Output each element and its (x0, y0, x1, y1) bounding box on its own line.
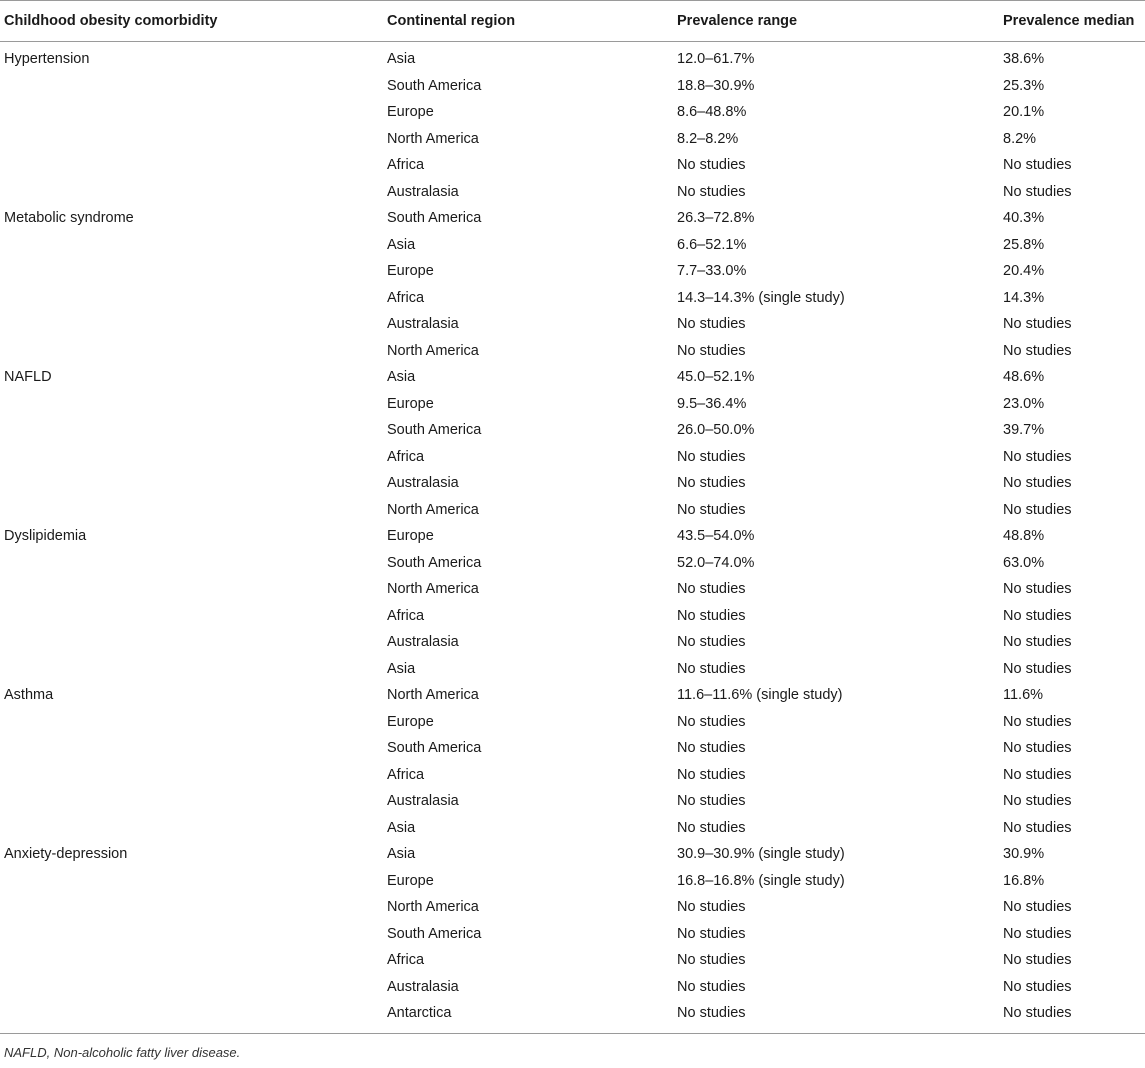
table-row (0, 788, 1145, 815)
cell-comorbidity (0, 285, 383, 312)
cell-comorbidity (0, 656, 383, 683)
cell-comorbidity (0, 629, 383, 656)
cell-comorbidity (0, 868, 383, 895)
cell-region: Africa (387, 448, 425, 465)
cell-prevalence-median: No studies (1003, 316, 1072, 333)
header-prevalence-range: Prevalence range (673, 1, 999, 42)
cell-prevalence-range: 26.0–50.0% (677, 422, 755, 439)
cell-prevalence-range: No studies (677, 183, 746, 200)
table-row (0, 921, 1145, 948)
cell-comorbidity (0, 470, 383, 497)
cell-comorbidity (0, 788, 383, 815)
table-row (0, 550, 1145, 577)
cell-comorbidity (0, 126, 383, 153)
cell-region: Antarctica (383, 1000, 673, 1033)
cell-prevalence-median: No studies (1003, 766, 1072, 783)
cell-prevalence-median: No studies (1003, 952, 1072, 969)
cell-comorbidity (0, 1000, 383, 1033)
table-row (0, 1000, 1145, 1033)
table-row (0, 364, 1145, 391)
cell-prevalence-median: No studies (1003, 819, 1072, 836)
table-row (0, 762, 1145, 789)
cell-region: South America (387, 554, 482, 571)
cell-comorbidity: NAFLD (4, 369, 52, 386)
table-row (0, 497, 1145, 524)
cell-prevalence-range: 9.5–36.4% (677, 395, 747, 412)
cell-prevalence-range: No studies (677, 475, 746, 492)
cell-prevalence-range: No studies (677, 660, 746, 677)
cell-region: Europe (387, 395, 434, 412)
cell-prevalence-range: No studies (677, 713, 746, 730)
cell-prevalence-median: No studies (1003, 448, 1072, 465)
cell-region: Europe (387, 528, 434, 545)
cell-comorbidity (0, 258, 383, 285)
cell-prevalence-range: No studies (677, 448, 746, 465)
cell-prevalence-range: No studies (677, 766, 746, 783)
cell-region: South America (387, 210, 482, 227)
cell-prevalence-range: 30.9–30.9% (single study) (677, 846, 845, 863)
cell-prevalence-range: No studies (677, 978, 746, 995)
cell-prevalence-range: No studies (677, 581, 746, 598)
cell-region: Africa (387, 766, 425, 783)
cell-comorbidity (0, 232, 383, 259)
cell-region: Africa (387, 157, 425, 174)
header-region: Continental region (383, 1, 673, 42)
cell-prevalence-median: 23.0% (1003, 395, 1045, 412)
cell-region: Asia (387, 369, 416, 386)
cell-prevalence-median: No studies (1003, 740, 1072, 757)
table-row (0, 682, 1145, 709)
cell-prevalence-range: 12.0–61.7% (677, 51, 755, 68)
cell-comorbidity: Metabolic syndrome (4, 210, 134, 227)
table-row (0, 232, 1145, 259)
table-row (0, 815, 1145, 842)
cell-prevalence-range: 52.0–74.0% (677, 554, 755, 571)
cell-prevalence-range: 11.6–11.6% (single study) (677, 687, 843, 704)
table-row (0, 470, 1145, 497)
cell-prevalence-range: No studies (677, 607, 746, 624)
cell-comorbidity (0, 894, 383, 921)
cell-prevalence-range: No studies (677, 819, 746, 836)
table-row (0, 629, 1145, 656)
header-row (0, 1, 1145, 42)
table-header (0, 1, 1145, 42)
cell-prevalence-range: No studies (673, 1000, 999, 1033)
cell-region: South America (387, 925, 482, 942)
cell-prevalence-median: 25.8% (1003, 236, 1045, 253)
cell-prevalence-range: No studies (677, 740, 746, 757)
cell-prevalence-range: No studies (677, 634, 746, 651)
table-footnote: NAFLD, Non-alcoholic fatty liver disease. (4, 1045, 241, 1060)
cell-prevalence-range: 8.6–48.8% (677, 104, 747, 121)
cell-comorbidity (0, 921, 383, 948)
table-row (0, 894, 1145, 921)
cell-comorbidity (0, 576, 383, 603)
cell-comorbidity: Asthma (4, 687, 54, 704)
table-row (0, 338, 1145, 365)
cell-prevalence-range: No studies (677, 316, 746, 333)
table-row (0, 868, 1145, 895)
cell-comorbidity: Anxiety-depression (4, 846, 128, 863)
cell-prevalence-range: 6.6–52.1% (677, 236, 747, 253)
cell-region: South America (387, 740, 482, 757)
cell-prevalence-median: 40.3% (1003, 210, 1045, 227)
table-row (0, 152, 1145, 179)
table-row (0, 523, 1145, 550)
cell-comorbidity (0, 550, 383, 577)
cell-prevalence-median: 25.3% (1003, 77, 1045, 94)
cell-comorbidity (0, 73, 383, 100)
table-row (0, 735, 1145, 762)
cell-region: Asia (387, 846, 416, 863)
cell-region: Europe (387, 104, 434, 121)
cell-prevalence-range: 14.3–14.3% (single study) (677, 289, 845, 306)
cell-prevalence-median: No studies (1003, 607, 1072, 624)
cell-prevalence-median: 16.8% (1003, 872, 1045, 889)
cell-comorbidity (0, 735, 383, 762)
cell-prevalence-median: No studies (1003, 157, 1072, 174)
table-row (0, 709, 1145, 736)
cell-prevalence-median: No studies (1003, 475, 1072, 492)
cell-comorbidity: Dyslipidemia (4, 528, 87, 545)
cell-prevalence-range: No studies (677, 793, 746, 810)
cell-region: Asia (387, 236, 416, 253)
cell-prevalence-median: 14.3% (1003, 289, 1045, 306)
cell-prevalence-median: No studies (1003, 793, 1072, 810)
table-row (0, 42, 1145, 73)
cell-prevalence-median: 20.1% (1003, 104, 1045, 121)
cell-comorbidity (0, 709, 383, 736)
cell-prevalence-range: 8.2–8.2% (677, 130, 739, 147)
table-row (0, 417, 1145, 444)
cell-comorbidity (0, 947, 383, 974)
cell-comorbidity (0, 603, 383, 630)
cell-prevalence-median: 30.9% (1003, 846, 1045, 863)
cell-region: Australasia (387, 634, 459, 651)
cell-comorbidity (0, 179, 383, 206)
cell-prevalence-median: 20.4% (1003, 263, 1045, 280)
cell-prevalence-range: 45.0–52.1% (677, 369, 755, 386)
cell-comorbidity (0, 974, 383, 1001)
cell-prevalence-median: No studies (1003, 634, 1072, 651)
cell-prevalence-median: No studies (1003, 660, 1072, 677)
cell-region: Europe (387, 713, 434, 730)
cell-prevalence-range: No studies (677, 157, 746, 174)
cell-prevalence-range: No studies (677, 899, 746, 916)
table-row (0, 99, 1145, 126)
table-row (0, 576, 1145, 603)
cell-comorbidity (0, 444, 383, 471)
cell-region: Asia (387, 660, 416, 677)
cell-region: Australasia (387, 183, 459, 200)
cell-comorbidity (0, 497, 383, 524)
cell-prevalence-median: 11.6% (1003, 687, 1044, 704)
table-row (0, 311, 1145, 338)
table-row (0, 656, 1145, 683)
cell-region: Africa (387, 607, 425, 624)
header-prevalence-median: Prevalence median (999, 1, 1145, 42)
cell-prevalence-median: 39.7% (1003, 422, 1045, 439)
cell-prevalence-median: No studies (999, 1000, 1145, 1033)
cell-region: Europe (387, 263, 434, 280)
cell-prevalence-range: No studies (677, 952, 746, 969)
cell-prevalence-median: 63.0% (1003, 554, 1045, 571)
cell-prevalence-range: No studies (677, 342, 746, 359)
table-row (0, 179, 1145, 206)
cell-region: North America (387, 342, 479, 359)
table-row (0, 444, 1145, 471)
cell-region: Africa (387, 952, 425, 969)
cell-prevalence-median: 8.2% (1003, 130, 1037, 147)
cell-region: Asia (387, 51, 416, 68)
cell-comorbidity: Hypertension (4, 51, 90, 68)
cell-region: Africa (387, 289, 425, 306)
table-row (0, 841, 1145, 868)
cell-prevalence-range: No studies (677, 925, 746, 942)
cell-region: North America (387, 130, 479, 147)
cell-prevalence-median: 38.6% (1003, 51, 1045, 68)
table-row (0, 258, 1145, 285)
cell-comorbidity (0, 99, 383, 126)
cell-region: South America (387, 77, 482, 94)
cell-prevalence-median: 48.6% (1003, 369, 1045, 386)
table-row (0, 391, 1145, 418)
header-comorbidity: Childhood obesity comorbidity (0, 1, 383, 42)
cell-prevalence-range: 18.8–30.9% (677, 77, 755, 94)
table-body (0, 42, 1145, 1034)
cell-comorbidity (0, 762, 383, 789)
cell-region: Asia (387, 819, 416, 836)
cell-prevalence-median: No studies (1003, 342, 1072, 359)
table-row (0, 205, 1145, 232)
cell-prevalence-median: No studies (1003, 925, 1072, 942)
cell-comorbidity (0, 815, 383, 842)
cell-prevalence-range: 43.5–54.0% (677, 528, 755, 545)
cell-prevalence-median: No studies (1003, 978, 1072, 995)
table-row (0, 603, 1145, 630)
table-row (0, 285, 1145, 312)
cell-comorbidity (0, 417, 383, 444)
cell-prevalence-median: No studies (1003, 581, 1072, 598)
cell-region: North America (387, 581, 479, 598)
cell-prevalence-range: 7.7–33.0% (677, 263, 747, 280)
cell-comorbidity (0, 338, 383, 365)
cell-region: Europe (387, 872, 434, 889)
cell-prevalence-median: No studies (1003, 713, 1072, 730)
table-row (0, 974, 1145, 1001)
cell-region: North America (387, 687, 479, 704)
cell-prevalence-range: 16.8–16.8% (single study) (677, 872, 845, 889)
cell-prevalence-range: 26.3–72.8% (677, 210, 755, 227)
cell-prevalence-median: No studies (1003, 183, 1072, 200)
cell-region: Australasia (387, 978, 459, 995)
cell-comorbidity (0, 311, 383, 338)
cell-region: South America (387, 422, 482, 439)
cell-region: Australasia (387, 793, 459, 810)
cell-region: Australasia (387, 475, 459, 492)
cell-prevalence-median: No studies (1003, 501, 1072, 518)
table-row (0, 73, 1145, 100)
cell-region: North America (387, 899, 479, 916)
cell-region: Australasia (387, 316, 459, 333)
cell-prevalence-median: 48.8% (1003, 528, 1045, 545)
cell-comorbidity (0, 391, 383, 418)
cell-region: North America (387, 501, 479, 518)
cell-prevalence-median: No studies (1003, 899, 1072, 916)
table-row (0, 126, 1145, 153)
table-row (0, 947, 1145, 974)
cell-comorbidity (0, 152, 383, 179)
cell-prevalence-range: No studies (677, 501, 746, 518)
